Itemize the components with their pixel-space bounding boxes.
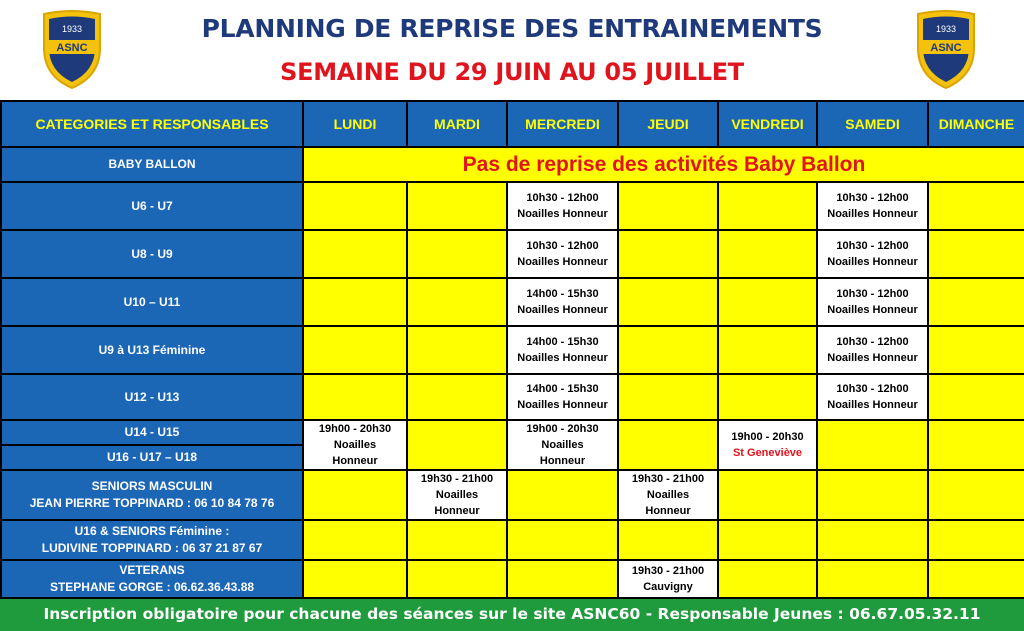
session-slot: 19h30 - 21h00 Cauvigny (618, 560, 718, 598)
empty-slot (618, 230, 718, 278)
empty-slot (817, 420, 928, 470)
table-row (1, 182, 1024, 230)
table-row (1, 147, 1024, 182)
col-header-vendredi: VENDREDI (718, 101, 817, 147)
category-label: U8 - U9 (1, 230, 303, 278)
empty-slot (928, 278, 1024, 326)
empty-slot (407, 182, 507, 230)
table-row (1, 470, 1024, 520)
footer-banner: Inscription obligatoire pour chacune des séances sur le site ASNC60 - Responsable Jeunes : 06.67.05.32.11 (0, 597, 1024, 631)
page-title: PLANNING DE REPRISE DES ENTRAINEMENTS (201, 14, 823, 43)
category-label: U9 à U13 Féminine (1, 326, 303, 374)
empty-slot (928, 230, 1024, 278)
session-slot: 14h00 - 15h30 Noailles Honneur (507, 278, 618, 326)
header-row (1, 101, 1024, 147)
empty-slot (507, 470, 618, 520)
category-label: U14 - U15 (1, 420, 303, 445)
empty-slot (718, 374, 817, 420)
session-slot: 19h00 - 20h30 Noailles Honneur (507, 420, 618, 470)
table-row (1, 230, 1024, 278)
col-header-mercredi: MERCREDI (507, 101, 618, 147)
empty-slot (407, 374, 507, 420)
empty-slot (303, 520, 407, 560)
session-slot: 10h30 - 12h00 Noailles Honneur (817, 230, 928, 278)
empty-slot (303, 278, 407, 326)
logo-year: 1933 (935, 24, 957, 34)
col-header-dimanche: DIMANCHE (928, 101, 1024, 147)
empty-slot (303, 326, 407, 374)
empty-slot (303, 182, 407, 230)
table-row (1, 278, 1024, 326)
empty-slot (817, 520, 928, 560)
empty-slot (407, 230, 507, 278)
empty-slot (718, 326, 817, 374)
category-label: U6 - U7 (1, 182, 303, 230)
empty-slot (718, 470, 817, 520)
logo-initials: ASNC (56, 42, 88, 54)
empty-slot (618, 326, 718, 374)
table-row (1, 420, 1024, 445)
empty-slot (928, 560, 1024, 598)
empty-slot (407, 326, 507, 374)
session-slot: 14h00 - 15h30 Noailles Honneur (507, 374, 618, 420)
session-slot: 19h30 - 21h00 Noailles Honneur (407, 470, 507, 520)
session-slot: 10h30 - 12h00 Noailles Honneur (817, 326, 928, 374)
table-row (1, 326, 1024, 374)
category-label: U16 - U17 – U18 (1, 445, 303, 470)
session-slot: 14h00 - 15h30 Noailles Honneur (507, 326, 618, 374)
empty-slot (507, 520, 618, 560)
col-header-samedi: SAMEDI (817, 101, 928, 147)
session-slot: 10h30 - 12h00 Noailles Honneur (817, 182, 928, 230)
empty-slot (817, 470, 928, 520)
empty-slot (407, 520, 507, 560)
empty-slot (618, 420, 718, 470)
table-row (1, 560, 1024, 598)
col-header-jeudi: JEUDI (618, 101, 718, 147)
empty-slot (618, 278, 718, 326)
page-subtitle: SEMAINE DU 29 JUIN AU 05 JUILLET (280, 58, 744, 86)
club-logo-right (914, 8, 978, 92)
logo-year: 1933 (61, 24, 83, 34)
empty-slot (407, 420, 507, 470)
baby-ballon-notice: Pas de reprise des activités Baby Ballon (303, 147, 1024, 182)
empty-slot (303, 374, 407, 420)
session-slot: 19h00 - 20h30 Noailles Honneur (303, 420, 407, 470)
empty-slot (407, 278, 507, 326)
empty-slot (407, 560, 507, 598)
empty-slot (303, 470, 407, 520)
category-label: VETERANS STEPHANE GORGE : 06.62.36.43.88 (1, 560, 303, 598)
empty-slot (718, 520, 817, 560)
category-label: U10 – U11 (1, 278, 303, 326)
table-row (1, 520, 1024, 560)
session-slot: 10h30 - 12h00 Noailles Honneur (507, 182, 618, 230)
empty-slot (928, 420, 1024, 470)
empty-slot (928, 374, 1024, 420)
category-label: BABY BALLON (1, 147, 303, 182)
session-slot: 10h30 - 12h00 Noailles Honneur (507, 230, 618, 278)
session-slot: 19h30 - 21h00 Noailles Honneur (618, 470, 718, 520)
session-slot: 10h30 - 12h00 Noailles Honneur (817, 374, 928, 420)
empty-slot (928, 520, 1024, 560)
schedule-table (0, 100, 1024, 599)
empty-slot (718, 230, 817, 278)
session-slot: 10h30 - 12h00 Noailles Honneur (817, 278, 928, 326)
empty-slot (303, 230, 407, 278)
col-header-categories: CATEGORIES ET RESPONSABLES (1, 101, 303, 147)
category-label: U16 & SENIORS Féminine : LUDIVINE TOPPINARD : 06 37 21 87 67 (1, 520, 303, 560)
category-label: SENIORS MASCULIN JEAN PIERRE TOPPINARD : 06 10 84 78 76 (1, 470, 303, 520)
col-header-lundi: LUNDI (303, 101, 407, 147)
empty-slot (618, 520, 718, 560)
empty-slot (507, 560, 618, 598)
category-label: U12 - U13 (1, 374, 303, 420)
empty-slot (817, 560, 928, 598)
empty-slot (718, 182, 817, 230)
col-header-mardi: MARDI (407, 101, 507, 147)
empty-slot (718, 560, 817, 598)
session-slot: 19h00 - 20h30 St Geneviève (718, 420, 817, 470)
header (0, 0, 1024, 100)
logo-initials: ASNC (930, 42, 962, 54)
empty-slot (618, 374, 718, 420)
empty-slot (928, 182, 1024, 230)
empty-slot (718, 278, 817, 326)
table-row (1, 374, 1024, 420)
empty-slot (928, 326, 1024, 374)
empty-slot (303, 560, 407, 598)
empty-slot (928, 470, 1024, 520)
empty-slot (618, 182, 718, 230)
